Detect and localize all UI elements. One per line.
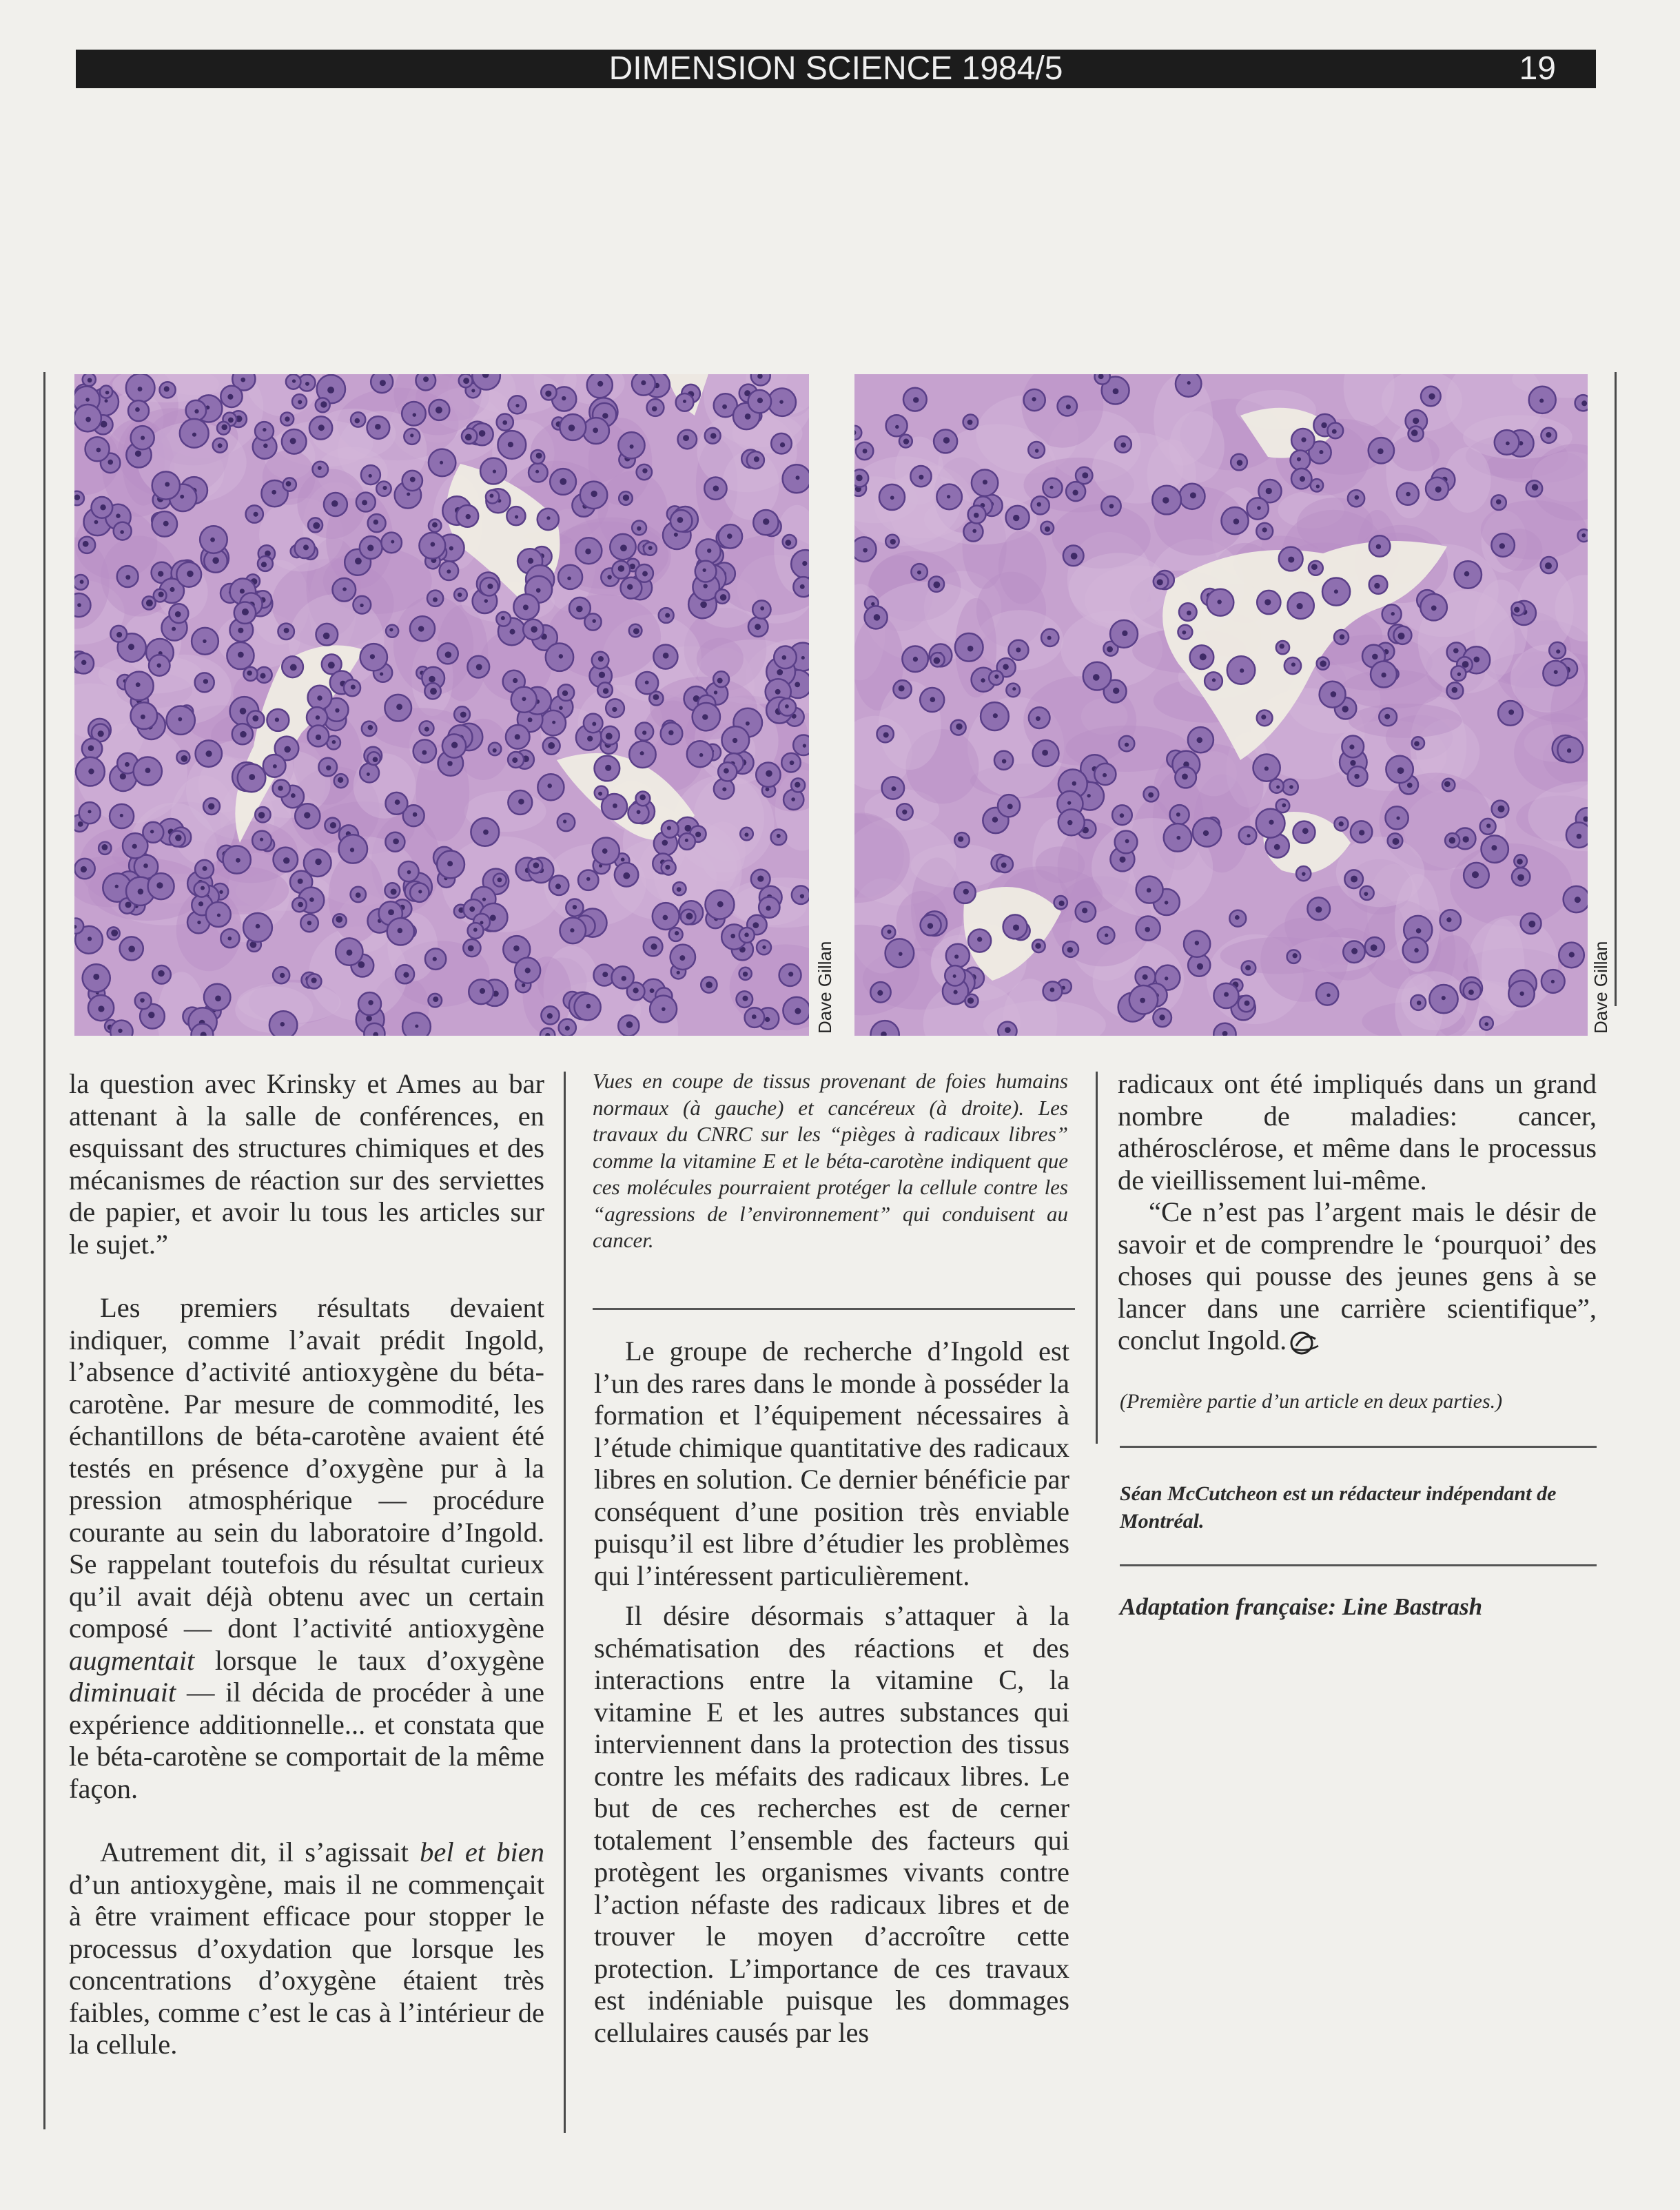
paragraph: radicaux ont été impliqués dans un grand nombre de maladies: cancer, athérosclérose, et même dans le processus de vieillissement lui-même. [1118,1068,1597,1196]
series-note: (Première partie d’un article en deux parties.) [1120,1390,1503,1413]
paragraph: Les premiers résultats devaient indiquer, comme l’avait prédit Ingold, l’absence d’activité antioxygène du béta-carotène. Par mesure de commodité, les échantillons de béta-carotène avaient été testés en présence d’oxygène pur à la pression atmosphérique — procédure courante au sein du laboratoire d’Ingold. Se rappelant toutefois du résultat curieux qu’il avait déjà obtenu avec un certain composé — dont l’activité antioxygène augmentait lorsque le taux d’oxygène diminuait — il décida de procéder à une expérience additionnelle... et constata que le béta-carotène se comportait de la même façon. [69,1292,544,1804]
paragraph: la question avec Krinsky et Ames au bar attenant à la salle de conférences, en esquissant des structures chimiques et des mécanismes de réaction sur des serviettes de papier, et avoir lu tous les articles sur le sujet.” [69,1068,544,1260]
page-number: 19 [1519,50,1556,87]
header-bar [76,50,1596,88]
photo-normal-liver-tissue [74,374,809,1036]
article-column-2 [594,1336,1069,2049]
column-rule-1 [564,1072,566,2133]
paragraph: Le groupe de recherche d’Ingold est l’un des rares dans le monde à posséder la formation et l’équipement nécessaires à l’étude chimique quantitative des radicaux libres en solution. Ce dernier bénéficie par conséquent d’une position très enviable puisqu’il est libre d’étudier les problèmes qui l’intéressent particulièrement. [594,1336,1069,1591]
photo-credit-left: Dave Gillan [815,941,835,1034]
photo-credit-right: Dave Gillan [1590,941,1611,1034]
note-rule-2 [1120,1564,1597,1566]
left-frame-rule [43,372,45,2129]
magazine-title: DIMENSION SCIENCE 1984/5 [608,50,1063,87]
note-rule-1 [1120,1446,1597,1448]
paragraph: Autrement dit, il s’agissait bel et bien d’un antioxygène, mais il ne commençait à être vraiment efficace pour stopper le processus d’oxydation que lorsque les concentrations d’oxygène étaient très faibles, comme c’est le cas à l’intérieur de la cellule. [69,1836,544,2060]
translation-credit: Adaptation française: Line Bastrash [1120,1593,1483,1620]
article-column-3 [1118,1068,1597,1357]
author-note: Séan McCutcheon est un rédacteur indépendant de Montréal. [1120,1482,1557,1533]
paragraph: Il désire désormais s’attaquer à la schématisation des réactions et des interactions entre la vitamine C, la vitamine E et les autres substances qui interviennent dans la protection des tissus contre les méfaits des radicaux libres. Le but de ces recherches est de cerner totalement l’ensemble des facteurs qui protègent les organismes vivants contre l’action néfaste des radicaux libres et de trouver le moyen d’accroître cette protection. L’importance de ces travaux est indéniable puisque les dommages cellulaires causés par les [594,1600,1069,2048]
right-frame-rule [1615,372,1617,1006]
photo-cancerous-liver-tissue [854,374,1588,1036]
paragraph: “Ce n’est pas l’argent mais le désir de savoir et de comprendre le ‘pourquoi’ des choses qui pousse des jeunes gens à se lancer dans une carrière scientifique”, conclut Ingold. [1118,1196,1597,1355]
column-rule-2 [1096,1072,1098,1444]
caption-rule [593,1308,1075,1310]
end-of-article-icon [1289,1331,1320,1355]
photo-caption: Vues en coupe de tissus provenant de foies humains normaux (à gauche) et cancéreux (à droite). Les travaux du CNRC sur les “pièges à radicaux libres” comme la vitamine E et le béta-carotène indiquent que ces molécules pourraient protéger la cellule contre les “agressions de l’environnement” qui conduisent au cancer. [593,1069,1068,1252]
article-column-1 [69,1068,544,2061]
